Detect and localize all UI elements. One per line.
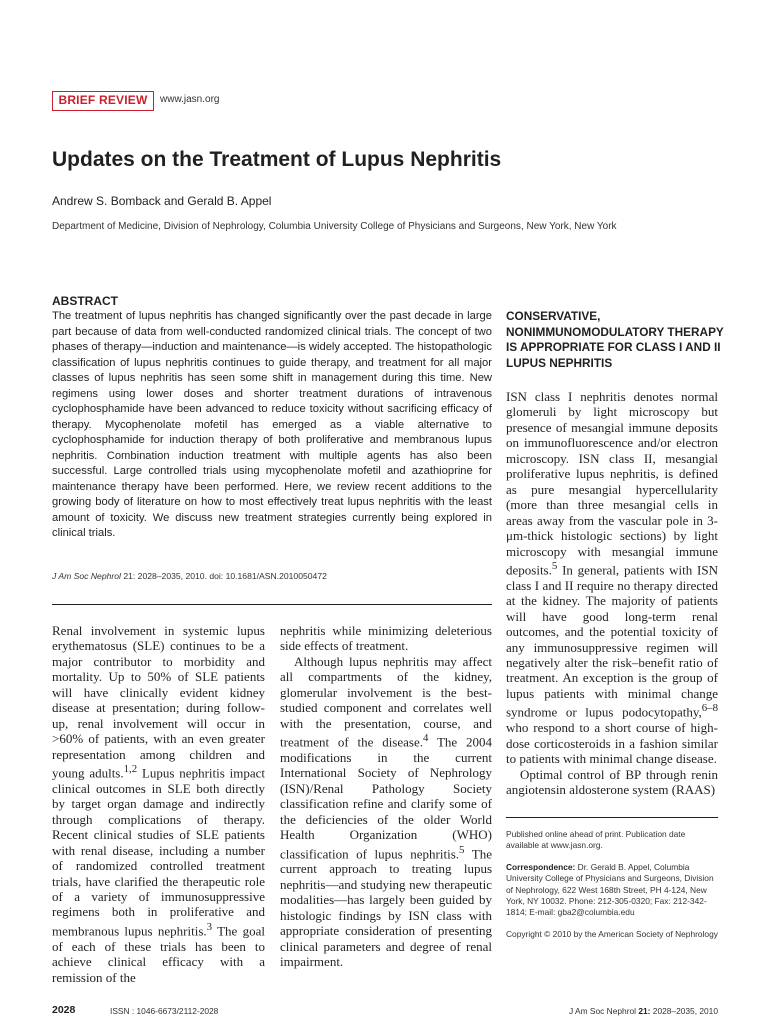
abstract-text: The treatment of lupus nephritis has changed significantly over the past decade in large part because of data from well-conducted randomized clinical trials. The concept of two phases of therapy—induction and maintenance—is widely accepted. The histopathologic classification of lupus nephritis continues to guide therapy, and treatment for all major classes of lupus nephritis has seen some shift in management during this time. New regimens using lower doses and shorter treatment durations of intravenous cyclophosphamide have been advanced to reduce toxicity without sacrificing efficacy of therapy. Mycophenolate mofetil has emerged as a viable alternative to cyclophosphamide for induction therapy of both proliferative and membranous lupus nephritis. Combination induction treatment with multiple agents has also been successful. Large controlled trials using mycophenolate mofetil and azathioprine for maintenance therapy have been performed. Here, we review recent additions to the growing body of literature on how to most effectively treat lupus nephritis with the least amount of toxicity. We discuss new treatment strategies currently being explored in clinical trials. bbox=[52, 310, 492, 539]
abstract-heading: ABSTRACT bbox=[52, 294, 118, 308]
footer-journal: J Am Soc Nephrol bbox=[568, 1006, 637, 1016]
body-text: In general, patients with ISN class I and II require no therapy directed at the kidney. The majority of patients will have good long-term renal outcomes, and the potential toxicity of any immunosuppressive regimen will negatively alter the risk–benefit ratio of treatment. An exception is the group of lupus patients with minimal change syndrome or lupus podocytopathy, bbox=[506, 562, 718, 720]
citation-journal: J Am Soc Nephrol bbox=[52, 571, 121, 581]
reference-marker: 3 bbox=[206, 920, 213, 933]
body-column-1 bbox=[52, 623, 265, 985]
body-text: The current approach to treating lupus nephritis—and studying new therapeutic modalities—has largely been guided by histologic findings by ISN class with appropriate consideration of presenting clinical parameters and degree of renal impairment. bbox=[280, 846, 492, 970]
body-column-3 bbox=[506, 389, 718, 797]
article-affiliation: Department of Medicine, Division of Nephrology, Columbia University College of Physicians and Surgeons, New York, New York bbox=[52, 221, 617, 232]
brief-review-badge: BRIEF REVIEW bbox=[52, 91, 154, 111]
article-title: Updates on the Treatment of Lupus Nephritis bbox=[52, 148, 502, 171]
correspondence-details: Dr. Gerald B. Appel, Columbia University College of Physicians and Surgeons, Division of Nephrology, 622 West 168th Street, PH 4-124, New York, NY 10032. Phone: 212-305-0320; Fax: 212-342-1814; E-mail: gba2@columbia.edu bbox=[506, 862, 714, 918]
copyright-note: Copyright © 2010 by the American Society of Nephrology bbox=[506, 929, 718, 939]
body-text: The 2004 modifications in the current International Society of Nephrology (ISN)/Renal Pathology Society classification refine and clarify some of the deficiencies of the older World Health Organization (WHO) classification of lupus nephritis. bbox=[280, 734, 492, 861]
article-authors: Andrew S. Bomback and Gerald B. Appel bbox=[52, 194, 272, 208]
abstract-divider bbox=[52, 604, 492, 605]
body-paragraph bbox=[52, 623, 265, 985]
reference-marker: 5 bbox=[459, 843, 465, 856]
journal-url[interactable]: www.jasn.org bbox=[160, 94, 220, 105]
correspondence-label: Correspondence: bbox=[506, 862, 576, 872]
footer-pages: 2028–2035, 2010 bbox=[650, 1006, 718, 1016]
reference-marker: 4 bbox=[423, 732, 429, 745]
reference-marker: 6–8 bbox=[701, 702, 718, 715]
body-column-2 bbox=[280, 623, 492, 970]
body-text: ISN class I nephritis denotes normal glomeruli by light microscopy but presence of mesangial immune deposits on immunofluorescence and/or electron microscopy. ISN class II, mesangial proliferative lupus nephritis, is defined as pure mesangial hypercellularity (more than three mesangial cells in areas away from the vascular pole in 3-μm-thick histologic sections) by light microscopy with mesangial immune deposits. bbox=[506, 389, 718, 578]
citation-details: 21: 2028–2035, 2010. doi: 10.1681/ASN.2010050472 bbox=[120, 571, 327, 581]
body-paragraph: Optimal control of BP through renin angiotensin aldosterone system (RAAS) bbox=[506, 766, 718, 797]
issn: ISSN : 1046-6673/2112-2028 bbox=[110, 1006, 219, 1016]
body-text: Although lupus nephritis may affect all compartments of the kidney, glomerular involvement is the best-studied component and correlates well with the presentation, course, and treatment of the disease. bbox=[280, 653, 492, 750]
page-number: 2028 bbox=[52, 1004, 76, 1016]
body-text: Renal involvement in systemic lupus erythematosus (SLE) continues to be a major contributor to morbidity and mortality. Up to 50% of SLE patients will have clinically evident kidney disease at presentation; during follow-up, renal involvement will occur in >60% of patients, with an even greater representation among children and young adults. bbox=[52, 623, 265, 781]
body-paragraph bbox=[280, 654, 492, 970]
body-text: Lupus nephritis impact clinical outcomes in SLE both directly by target organ damage and indirectly through complications of therapy. Recent clinical studies of SLE patients with renal disease, including a number of randomized controlled treatment trials, have clarified the therapeutic role of a variety of immunosuppressive regimens both in proliferative and membranous lupus nephritis. bbox=[52, 765, 265, 939]
footnote-divider bbox=[506, 817, 718, 818]
section-heading: CONSERVATIVE, NONIMMUNOMODULATORY THERAPY IS APPROPRIATE FOR CLASS I AND II LUPUS NEPHRITIS bbox=[506, 309, 724, 370]
correspondence-note bbox=[506, 862, 718, 918]
reference-marker: 5 bbox=[551, 559, 558, 572]
body-paragraph: nephritis while minimizing deleterious side effects of treatment. bbox=[280, 623, 492, 654]
body-text: The goal of each of these trials has been to achieve clinical efficacy with a remission of the bbox=[52, 923, 265, 985]
footer-volume: 21: bbox=[638, 1006, 651, 1016]
body-paragraph bbox=[506, 389, 718, 767]
publication-note: Published online ahead of print. Publication date available at www.jasn.org. bbox=[506, 829, 686, 851]
reference-marker: 1,2 bbox=[123, 763, 138, 776]
journal-footer bbox=[569, 1006, 718, 1016]
abstract-citation bbox=[52, 571, 327, 581]
body-text: who respond to a short course of high-dose corticosteroids in a fashion similar to patients with minimal change disease. bbox=[506, 720, 718, 767]
